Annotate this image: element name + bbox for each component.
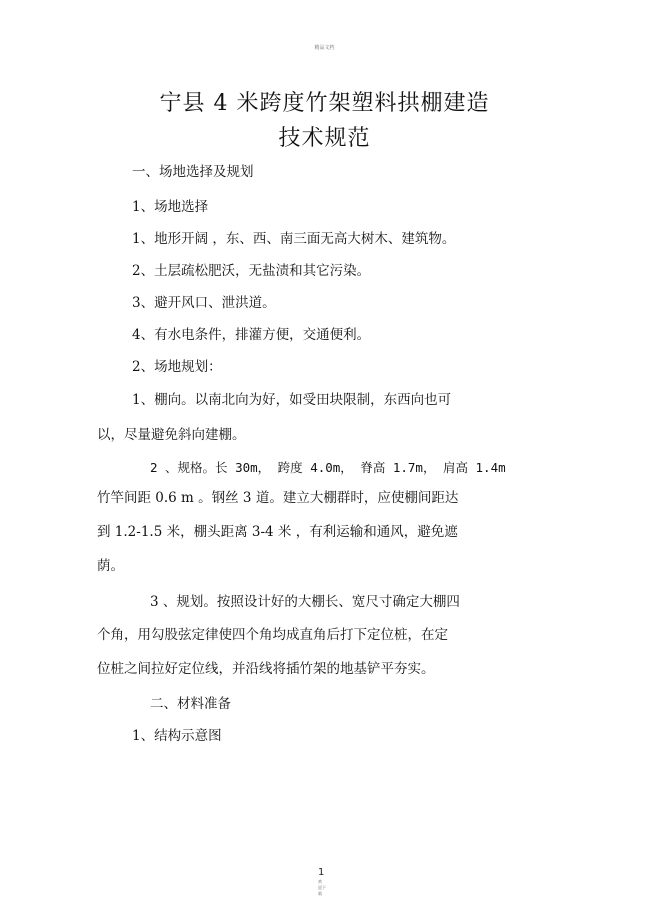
page-footer	[318, 860, 326, 897]
paragraph-item-2: 2、土层疏松肥沃，无盐渍和其它污染。	[132, 263, 371, 279]
paragraph-plan2-line4: 荫。	[97, 558, 124, 574]
paragraph-item-1: 1、地形开阔 ，东、西、南三面无高大树木、建筑物。	[132, 231, 456, 247]
paragraph-plan3-line3: 位桩之间拉好定位线，并沿线将插竹架的地基铲平夯实。	[97, 661, 435, 677]
section-heading-2: 二、材料准备	[150, 696, 231, 712]
paragraph-plan2-line1: 2 、规格。长 30m， 跨度 4.0m， 脊高 1.7m， 肩高 1.4m	[150, 460, 506, 475]
paragraph-plan3-line2: 个角，用勾股弦定律使四个角均成直角后打下定位桩，在定	[97, 627, 448, 643]
document-title-line1: 宁县 4 米跨度竹架塑料拱棚建造	[159, 91, 490, 116]
header-watermark: 精品文档	[314, 45, 335, 51]
paragraph-item-3: 3、避开风口、泄洪道。	[132, 295, 276, 311]
paragraph-plan1-line1: 1、棚向。以南北向为好，如受田块限制，东西向也可	[132, 392, 452, 408]
section-heading-1: 一、场地选择及规划	[132, 164, 254, 180]
footer-tail-1: 欢	[318, 879, 322, 884]
footer-tail-2: 迎下	[318, 885, 326, 890]
subheading-structure-diagram: 1、结构示意图	[132, 728, 222, 744]
subheading-site-planning: 2、场地规划：	[132, 359, 222, 375]
paragraph-plan2-line2: 竹竿间距 0.6 m 。钢丝 3 道。建立大棚群时，应使棚间距达	[97, 490, 459, 506]
footer-tail-3: 载	[318, 891, 322, 896]
page-number: 1	[318, 867, 325, 878]
paragraph-plan1-line2: 以，尽量避免斜向建棚。	[97, 427, 246, 443]
document-title-line2: 技术规范	[278, 126, 371, 151]
paragraph-plan3-line1: 3 、规划。按照设计好的大棚长、宽尺寸确定大棚四	[150, 594, 460, 610]
subheading-site-selection: 1、场地选择	[132, 199, 209, 215]
paragraph-plan2-line3: 到 1.2-1.5 米，棚头距离 3-4 米 ，有利运输和通风，避免遮	[97, 524, 458, 540]
paragraph-item-4: 4、有水电条件，排灌方便，交通便利。	[132, 327, 371, 343]
